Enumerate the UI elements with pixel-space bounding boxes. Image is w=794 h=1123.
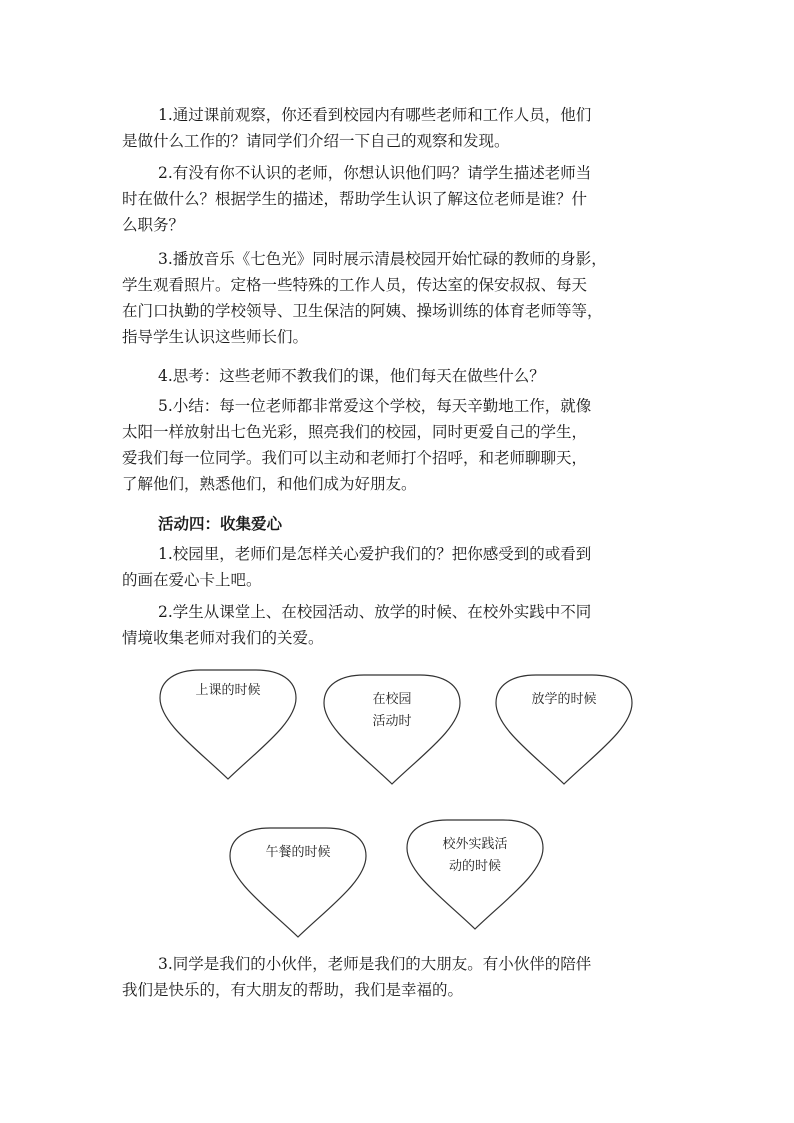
- paragraph-6: [122, 541, 674, 593]
- heart-label-line: 上课的时候: [195, 683, 261, 698]
- text-line: 1.校园里，老师们是怎样关心爱护我们的？把你感受到的或看到: [158, 545, 592, 563]
- activity-heading: 活动四：收集爱心: [158, 515, 283, 533]
- heart-card-class: [158, 668, 298, 781]
- paragraph-1: [122, 102, 674, 154]
- paragraph-5: [122, 393, 674, 497]
- heart-label-line: 动的时候: [448, 859, 501, 874]
- heart-label-line: 在校园: [372, 692, 412, 707]
- text-line: 情境收集老师对我们的关爱。: [122, 629, 324, 647]
- heart-label-line: 活动时: [372, 714, 412, 729]
- heart-label: [228, 842, 368, 864]
- text-line: 在门口执勤的学校领导、卫生保洁的阿姨、操场训练的体育老师等等，: [122, 302, 603, 320]
- paragraph-2: [122, 160, 674, 238]
- heart-card-campus-activity: [322, 673, 462, 786]
- text-line: 的画在爱心卡上吧。: [122, 571, 262, 589]
- text-line: 太阳一样放射出七色光彩，照亮我们的校园，同时更爱自己的学生，: [122, 423, 588, 441]
- heart-label-line: 放学的时候: [531, 692, 597, 707]
- heart-label: [405, 834, 545, 878]
- text-line: 2.有没有你不认识的老师，你想认识他们吗？请学生描述老师当: [158, 164, 592, 182]
- heart-card-after-school: [494, 673, 634, 786]
- text-line: 3.播放音乐《七色光》同时展示清晨校园开始忙碌的教师的身影，: [158, 250, 607, 268]
- text-line: 么职务？: [122, 216, 185, 234]
- text-line: 爱我们每一位同学。我们可以主动和老师打个招呼，和老师聊聊天，: [122, 449, 588, 467]
- text-line: 了解他们，熟悉他们，和他们成为好朋友。: [122, 475, 417, 493]
- heart-label-line: 校外实践活: [442, 837, 508, 852]
- text-line: 1.通过课前观察，你还看到校园内有哪些老师和工作人员，他们: [158, 106, 592, 124]
- paragraph-4: [122, 363, 674, 389]
- paragraph-7: [122, 599, 674, 651]
- heart-label: [322, 689, 462, 733]
- heart-label: [158, 680, 298, 702]
- heart-label: [494, 689, 634, 711]
- heart-card-practice: [405, 818, 545, 931]
- text-line: 时在做什么？根据学生的描述，帮助学生认识了解这位老师是谁？什: [122, 190, 588, 208]
- text-line: 学生观看照片。定格一些特殊的工作人员，传达室的保安叔叔、每天: [122, 276, 588, 294]
- paragraph-3: [122, 246, 674, 350]
- paragraph-closing: [122, 951, 674, 1003]
- text-line: 指导学生认识这些师长们。: [122, 328, 309, 346]
- text-line: 是做什么工作的？请同学们介绍一下自己的观察和发现。: [122, 132, 510, 150]
- text-line: 3.同学是我们的小伙伴，老师是我们的大朋友。有小伙伴的陪伴: [158, 955, 592, 973]
- heart-label-line: 午餐的时候: [265, 845, 331, 860]
- text-line: 5.小结：每一位老师都非常爱这个学校，每天辛勤地工作，就像: [158, 397, 592, 415]
- text-line: 4.思考：这些老师不教我们的课，他们每天在做些什么？: [158, 367, 545, 385]
- heart-card-lunch: [228, 826, 368, 939]
- text-line: 2.学生从课堂上、在校园活动、放学的时候、在校外实践中不同: [158, 603, 592, 621]
- text-line: 我们是快乐的，有大朋友的帮助，我们是幸福的。: [122, 981, 464, 999]
